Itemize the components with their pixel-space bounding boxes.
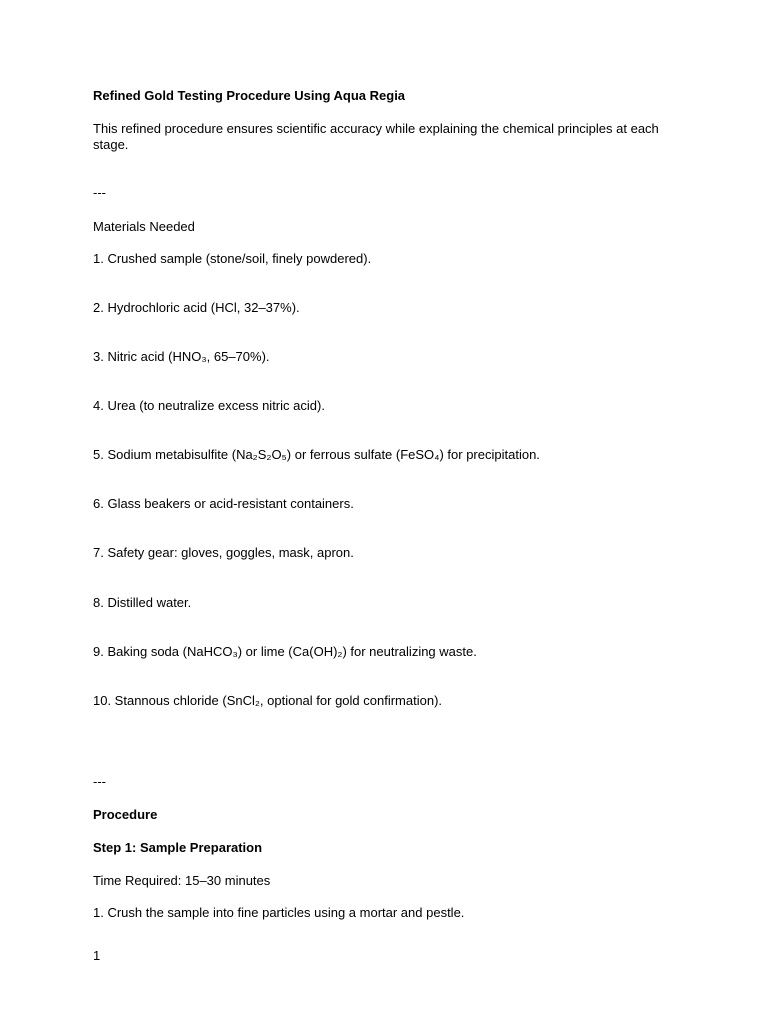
materials-item-3: 3. Nitric acid (HNO₃, 65–70%).: [93, 349, 270, 364]
materials-item-9: 9. Baking soda (NaHCO₃) or lime (Ca(OH)₂) for neutralizing waste.: [93, 644, 477, 659]
document-title: Refined Gold Testing Procedure Using Aqua Regia: [93, 88, 406, 103]
materials-item-5: 5. Sodium metabisulfite (Na₂S₂O₅) or ferrous sulfate (FeSO₄) for precipitation.: [93, 447, 540, 462]
materials-item-1: 1. Crushed sample (stone/soil, finely powdered).: [93, 251, 372, 266]
step-1-heading: Step 1: Sample Preparation: [93, 840, 263, 855]
materials-item-2: 2. Hydrochloric acid (HCl, 32–37%).: [93, 300, 300, 315]
procedure-heading: Procedure: [93, 807, 158, 822]
materials-item-7: 7. Safety gear: gloves, goggles, mask, apron.: [93, 545, 354, 560]
section-separator: ---: [93, 774, 106, 789]
step-1-item-1: 1. Crush the sample into fine particles using a mortar and pestle.: [93, 905, 465, 920]
step-1-time: Time Required: 15–30 minutes: [93, 873, 271, 888]
materials-item-8: 8. Distilled water.: [93, 595, 192, 610]
section-separator: ---: [93, 185, 106, 200]
materials-item-10: 10. Stannous chloride (SnCl₂, optional for gold confirmation).: [93, 693, 443, 708]
intro-paragraph: This refined procedure ensures scientific accuracy while explaining the chemical principles at each stage.: [93, 121, 659, 152]
page-number: 1: [93, 948, 101, 963]
materials-item-6: 6. Glass beakers or acid-resistant containers.: [93, 496, 354, 511]
materials-heading: Materials Needed: [93, 219, 195, 234]
materials-item-4: 4. Urea (to neutralize excess nitric acid).: [93, 398, 325, 413]
